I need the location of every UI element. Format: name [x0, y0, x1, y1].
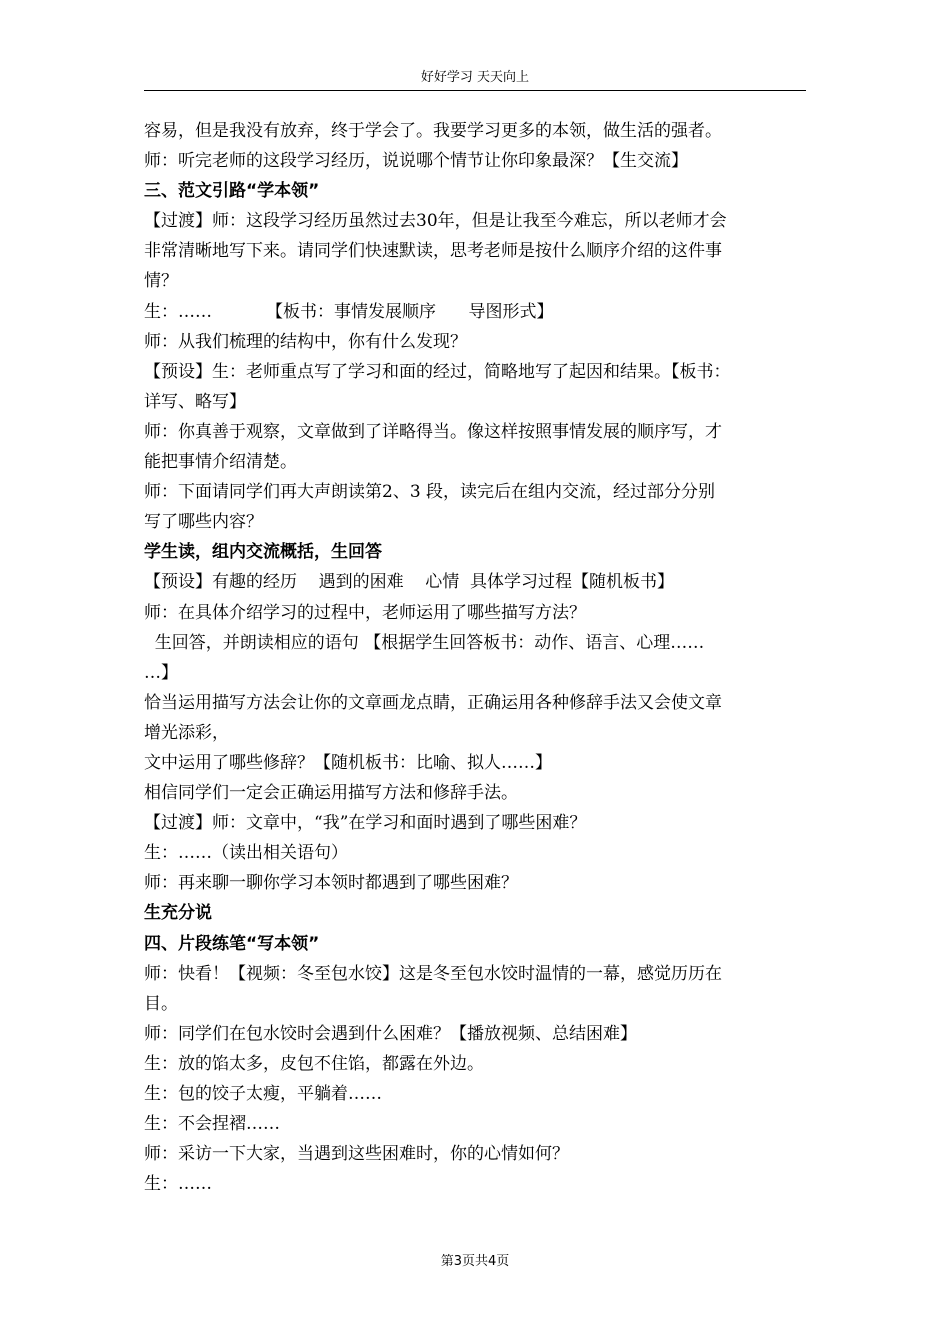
text-line: 相信同学们一定会正确运用描写方法和修辞手法。: [144, 783, 518, 804]
section-heading: 生充分说: [144, 903, 212, 924]
text-line: 能把事情介绍清楚。: [144, 452, 297, 473]
text-line: 文中运用了哪些修辞？【随机板书：比喻、拟人……】: [144, 752, 552, 773]
text-line: 【预设】有趣的经历 遇到的困难 心情 具体学习过程【随机板书】: [144, 572, 675, 593]
text-line: 增光添彩，: [144, 722, 229, 743]
text-line: 非常清晰地写下来。请同学们快速默读，思考老师是按什么顺序介绍的这件事: [144, 241, 722, 262]
text-line: 师：下面请同学们再大声朗读第2、3 段，读完后在组内交流，经过部分分别: [144, 482, 716, 503]
text-line: 【过渡】师：这段学习经历虽然过去30年，但是让我至今难忘，所以老师才会: [144, 211, 727, 232]
text-line: 师：从我们梳理的结构中，你有什么发现？: [144, 331, 467, 352]
text-line: 【预设】生：老师重点写了学习和面的经过，简略地写了起因和结果。【板书：: [144, 361, 731, 382]
text-line: …】: [144, 662, 178, 683]
page-footer: 第3页共4页: [440, 1254, 510, 1269]
text-line: 师：采访一下大家，当遇到这些困难时，你的心情如何？: [144, 1144, 569, 1165]
section-heading: 四、片段练笔“写本领”: [144, 933, 320, 954]
text-line: 生：……: [144, 1174, 212, 1195]
text-line: 师：再来聊一聊你学习本领时都遇到了哪些困难？: [144, 873, 518, 894]
text-line: 师：你真善于观察，文章做到了详略得当。像这样按照事情发展的顺序写，才: [144, 421, 722, 442]
text-line: 详写、略写】: [144, 391, 246, 412]
text-line: 生：……（读出相关语句）: [144, 843, 348, 864]
text-line: 容易，但是我没有放弃，终于学会了。我要学习更多的本领，做生活的强者。: [144, 121, 722, 141]
section-heading: 学生读，组内交流概括，生回答: [144, 542, 382, 563]
page-header: 好好学习 天天向上: [144, 66, 806, 91]
text-line: 生回答，并朗读相应的语句 【根据学生回答板书：动作、语言、心理……: [144, 632, 705, 653]
text-line: 写了哪些内容？: [144, 512, 263, 533]
text-line: 师：同学们在包水饺时会遇到什么困难？【播放视频、总结困难】: [144, 1023, 637, 1044]
text-line: 情？: [144, 271, 178, 292]
text-line: 师：快看！【视频：冬至包水饺】这是冬至包水饺时温情的一幕，感觉历历在: [144, 963, 722, 984]
text-line: 生：不会捏褶……: [144, 1114, 280, 1135]
text-line: 师：在具体介绍学习的过程中，老师运用了哪些描写方法？: [144, 602, 586, 623]
text-line: 生：包的饺子太瘦，平躺着……: [144, 1084, 382, 1104]
text-line: 恰当运用描写方法会让你的文章画龙点睛，正确运用各种修辞手法又会使文章: [144, 692, 722, 713]
text-line: 【过渡】师：文章中，“我”在学习和面时遇到了哪些困难？: [144, 813, 587, 834]
text-line: 目。: [144, 993, 178, 1014]
section-heading: 三、范文引路“学本领”: [144, 181, 320, 202]
text-line: 师：听完老师的这段学习经历，说说哪个情节让你印象最深？【生交流】: [144, 151, 688, 172]
document-body: [144, 116, 808, 1199]
text-line: 生：…… 【板书：事情发展顺序 导图形式】: [144, 301, 554, 322]
text-line: 生：放的馅太多，皮包不住馅，都露在外边。: [144, 1053, 484, 1074]
